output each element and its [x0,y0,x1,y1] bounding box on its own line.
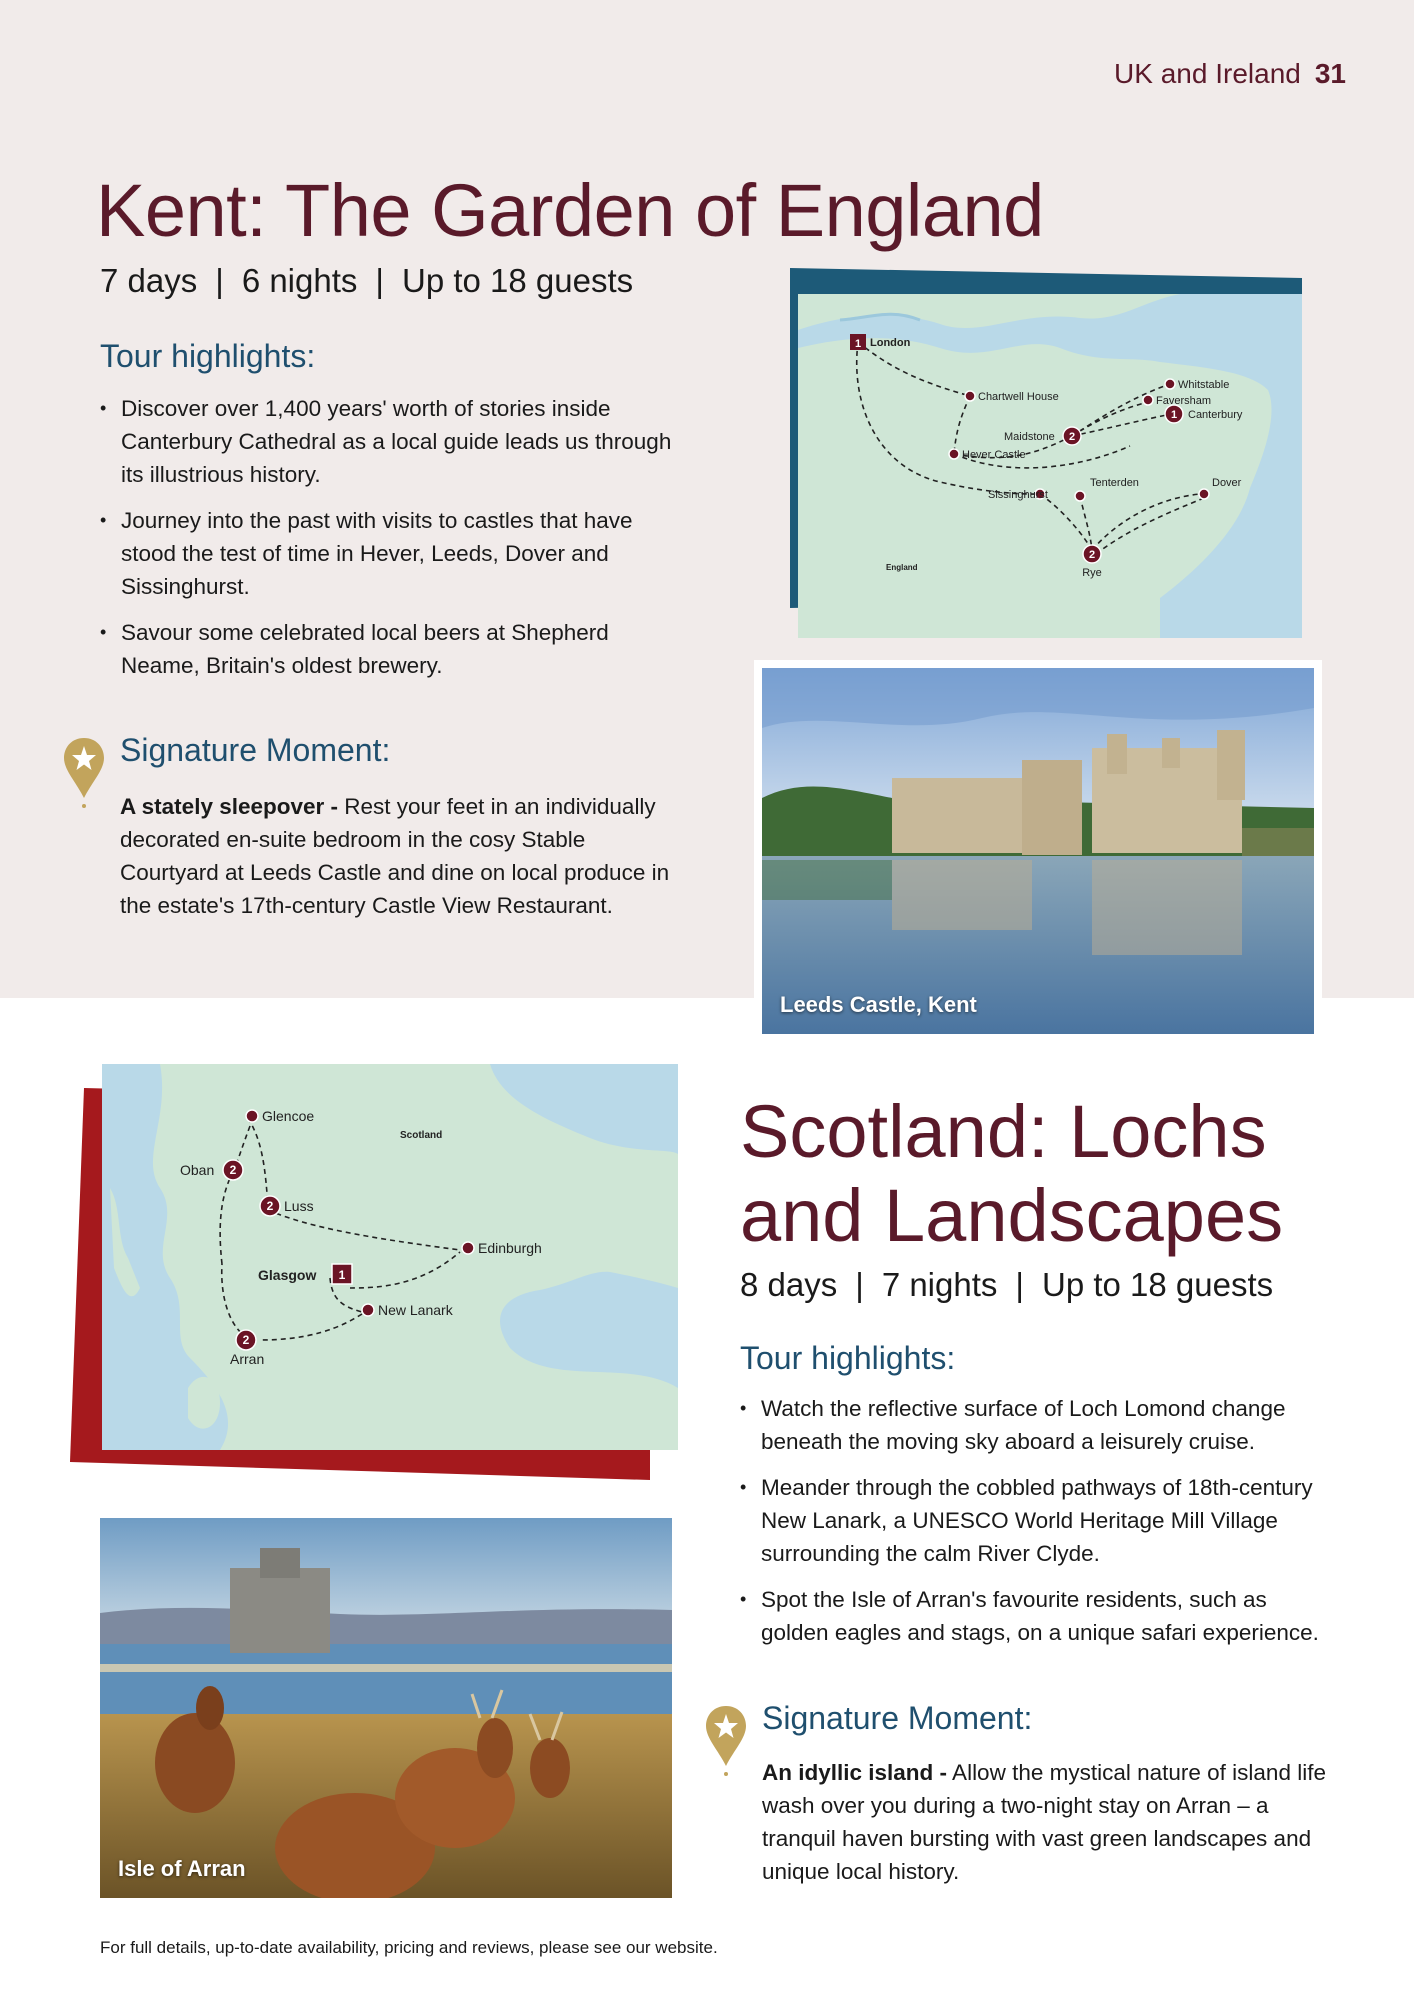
kent-map-label: Hever Castle [962,449,1026,461]
scot-map-region: Scotland [400,1130,443,1141]
scot-map-label: Edinburgh [478,1240,542,1256]
signature-lead: A stately sleepover - [120,794,339,819]
scot-map-stop-arran: 2 [242,1333,250,1347]
kent-days: 7 days [100,262,198,299]
meta-separator: | [375,262,384,299]
scotland-signature-heading: Signature Moment: [762,1700,1033,1736]
kent-signature-heading: Signature Moment: [120,732,391,768]
kent-map-label: London [870,337,911,349]
signature-star-icon [704,1704,748,1778]
scot-map-label: Arran [230,1351,265,1367]
footer-note: For full details, up-to-date availability, pricing and reviews, please see our website. [100,1938,718,1957]
scotland-signature-text [762,1756,1342,1888]
scot-map-label: Oban [180,1162,215,1178]
page-header [1114,58,1346,90]
kent-map-label: Maidstone [1004,431,1055,443]
meta-separator: | [215,262,224,299]
leeds-castle-photo [762,668,1314,1034]
leeds-photo-caption: Leeds Castle, Kent [780,992,977,1017]
kent-highlights-list [100,392,690,695]
list-item: • Meander through the cobbled pathways of 18th-century New Lanark, a UNESCO World Heritage Mill Village surrounding the calm River Clyde. [740,1471,1340,1570]
kent-map-stop-maidstone: 2 [1068,431,1076,443]
scot-map-stop-oban: 2 [229,1163,237,1177]
page-number: 31 [1314,58,1346,89]
scotland-nights: 7 nights [881,1266,998,1303]
scotland-tour-meta [740,1266,1273,1304]
scotland-guests: Up to 18 guests [1041,1266,1274,1303]
scotland-title: Scotland: Lochs and Landscapes [740,1090,1284,1257]
kent-map-label: Faversham [1156,395,1212,407]
meta-separator: | [1015,1266,1024,1303]
scot-map-label: New Lanark [378,1302,453,1318]
kent-map-stop-london: 1 [854,338,862,350]
list-item: • Savour some celebrated local beers at Shepherd Neame, Britain's oldest brewery. [100,616,690,682]
kent-map-label: Sissinghurst [988,489,1048,501]
kent-title: Kent: The Garden of England [96,169,1044,252]
arran-stags-image [100,1518,672,1898]
signature-body: Allow the mystical nature of island life wash over you during a two-night stay on Arran – a tranquil haven bursting with vast green landscapes and unique local history. [762,1760,1326,1884]
signature-body: Rest your feet in an individually decorated en-suite bedroom in the cosy Stable Courtyard at Leeds Castle and dine on local produce in the estate's 17th-century Castle View Restaurant. [120,794,670,918]
scotland-highlights-heading: Tour highlights: [740,1340,956,1376]
kent-map-label: Whitstable [1178,379,1230,391]
kent-guests: Up to 18 guests [401,262,634,299]
kent-map-stop-canterbury: 1 [1170,409,1178,421]
kent-map-label: Tenterden [1090,477,1139,489]
kent-route-map [780,268,1320,638]
list-item: • Discover over 1,400 years' worth of stories inside Canterbury Cathedral as a local guide leads us through its illustrious history. [100,392,690,491]
signature-lead: An idyllic island - [762,1760,948,1785]
kent-nights: 6 nights [241,262,358,299]
kent-map-label: Canterbury [1188,409,1243,421]
section-name: UK and Ireland [1114,58,1301,89]
kent-tour-meta [100,262,633,300]
list-item: • Journey into the past with visits to castles that have stood the test of time in Hever, Leeds, Dover and Sissinghurst. [100,504,690,603]
kent-map-label: Chartwell House [978,391,1059,403]
kent-map-stop-rye: 2 [1088,549,1096,561]
scotland-highlights-list [740,1392,1340,1662]
scot-map-label: Glencoe [262,1108,315,1124]
scot-map-label: Glasgow [258,1267,317,1283]
kent-map-label: Dover [1212,477,1242,489]
kent-signature-text [120,790,680,922]
kent-map-label: Rye [1082,567,1102,579]
arran-photo-caption: Isle of Arran [118,1856,246,1881]
scot-map-stop-luss: 2 [266,1199,274,1213]
scot-map-label: Luss [284,1198,314,1214]
meta-separator: | [855,1266,864,1303]
leeds-castle-image [762,668,1314,1034]
isle-of-arran-photo [100,1518,672,1898]
scot-map-stop-glasgow: 1 [338,1268,346,1282]
kent-highlights-heading: Tour highlights: [100,338,316,374]
signature-star-icon [62,736,106,810]
list-item: • Spot the Isle of Arran's favourite residents, such as golden eagles and stags, on a unique safari experience. [740,1583,1340,1649]
scotland-days: 8 days [740,1266,838,1303]
scotland-route-map [70,1058,682,1484]
kent-map-region: England [886,563,918,572]
list-item: • Watch the reflective surface of Loch Lomond change beneath the moving sky aboard a leisurely cruise. [740,1392,1340,1458]
